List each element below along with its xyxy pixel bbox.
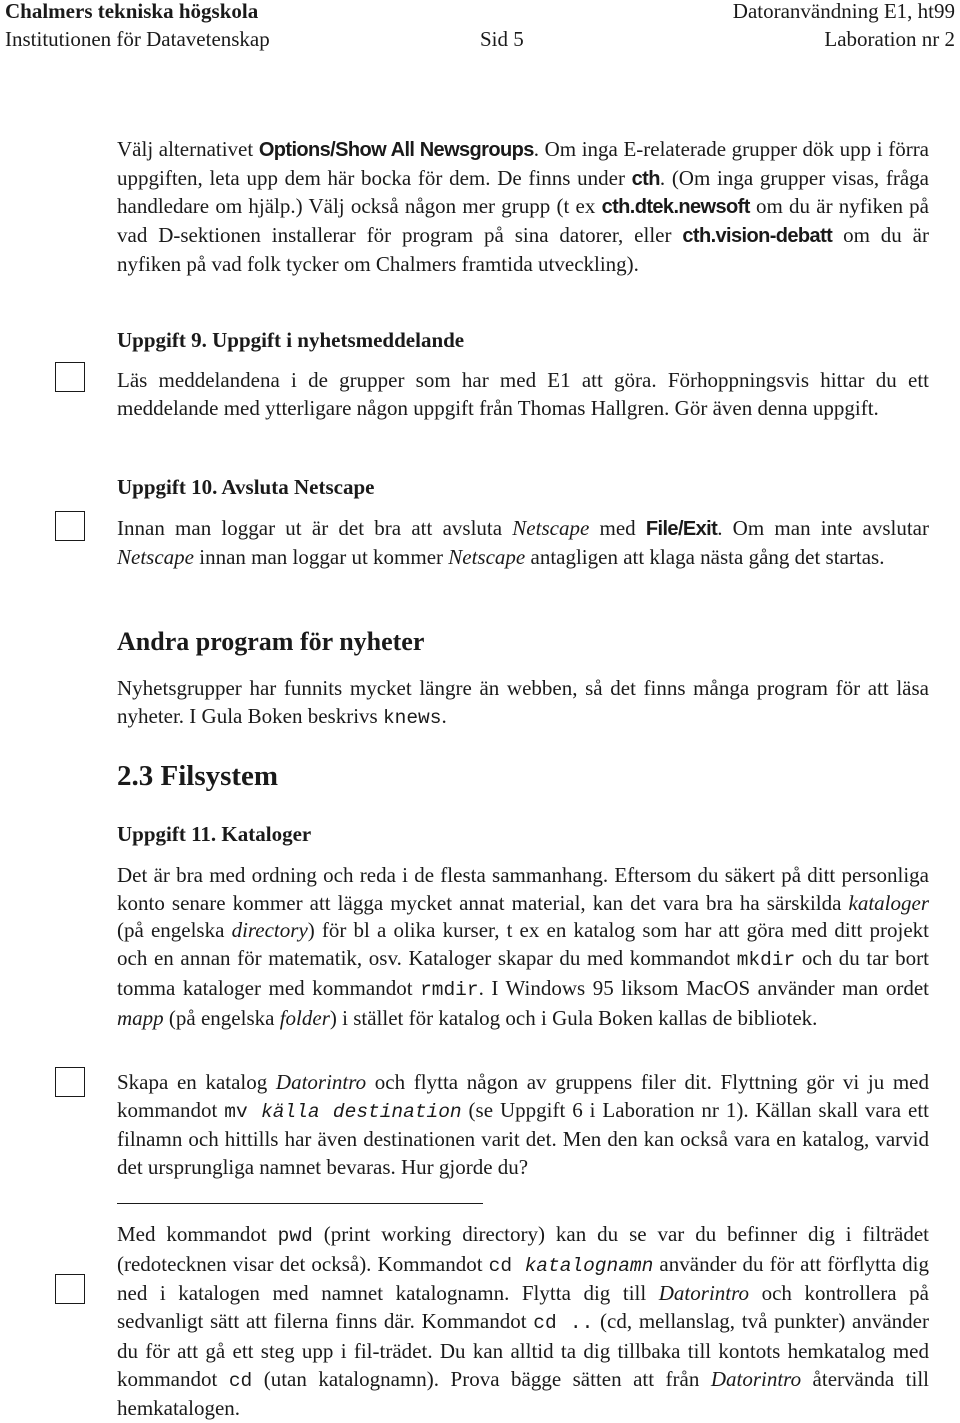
- cmd-knews: knews: [382, 706, 442, 729]
- task11-checkbox-1[interactable]: [55, 1067, 85, 1097]
- task9-text: Läs meddelandena i de grupper som har med E1 att göra. Förhoppningsvis hittar du ett meddelande med ytterligare någon uppgift från Thomas Hallgren. Gör även denna uppgift.: [117, 368, 929, 420]
- newsgroup-newsoft: cth.dtek.newsoft: [601, 196, 750, 219]
- task9-checkbox[interactable]: [55, 362, 85, 392]
- task9-heading: Uppgift 9. Uppgift i nyhetsmeddelande: [117, 328, 465, 352]
- task10-heading: Uppgift 10. Avsluta Netscape: [117, 475, 375, 499]
- task10-checkbox[interactable]: [55, 511, 85, 541]
- cmd-cd-up: cd ..: [533, 1312, 594, 1335]
- task10-text: Innan man loggar ut är det bra att avsluta Netscape med File/Exit. Om man inte avslutar Netscape innan man loggar ut kommer Netscape antagligen att klaga nästa gång det startas.: [117, 516, 929, 569]
- cmd-rmdir: rmdir: [420, 978, 479, 1001]
- header-lab: Laboration nr 2: [824, 27, 955, 51]
- cmd-cd: cd: [488, 1254, 525, 1277]
- menu-option-file-exit: File/Exit: [645, 518, 718, 540]
- cmd-cd-arg: katalognamn: [524, 1254, 654, 1277]
- intro-paragraph: Välj alternativet Options/Show All Newsgroups. Om inga E-relaterade grupper dök upp i förra uppgiften, leta upp dem här bocka för dem. De finns under cth. (Om inga grupper visas, fråga handledare om hjälp.) Välj också någon mer grupp (t ex cth.dtek.newsoft om du är nyfiken på vad D-sektionen installerar för program på sina datorer, eller cth.vision-debatt om du är nyfiken på vad folk tycker om Chalmers framtida utveckling).: [117, 137, 930, 276]
- cmd-mkdir: mkdir: [736, 949, 796, 972]
- pwd-text: Med kommandot pwd (print working directory) kan du se var du befinner dig i filträdet (redoteckne​n visar det också). Kommandot cd katalognamn använder du för att förflytta dig ned i katalogen med namnet katalognamn. Flytta dig till Datorintro och kontrollera på sedvanligt sätt att filerna finns där. Kommandot cd .. (cd, mellanslag, två punkter) använder du för att gå ett steg upp i fil-trädet. Du kan alltid ta dig tillbaka till kontots hemkatalog med kommandot cd (utan katalognamn). Prova bägge sätten att från Datorintro återvända till hemkatalogen.: [117, 1222, 929, 1421]
- task11-text: Det är bra med ordning och reda i de flesta sammanhang. Eftersom du säkert på ditt personliga konto senare kommer att lägga mycket annat material, kan det vara bra ha särskilda kataloger (på engelska directory) för bl a olika kurser, t ex en katalog som har att göra med ditt projekt och en annan för matematik, osv. Kataloger skapar du med kommandot mkdir och du tar bort tomma kataloger med kommandot rmdir. I Windows 95 liksom MacOS använder man ordet mapp (på engelska folder) i stället för katalog och i Gula Boken kallas de bibliotek.: [117, 863, 930, 1030]
- newsgroup-vision-debatt: cth.vision-debatt: [682, 225, 833, 248]
- answer-line: [117, 1203, 483, 1204]
- task11-checkbox-2[interactable]: [55, 1274, 85, 1304]
- header-page-number: Sid 5: [480, 27, 524, 51]
- cmd-cd-home: cd: [228, 1369, 253, 1392]
- section-heading: 2.3 Filsystem: [117, 760, 279, 792]
- skapa-text: Skapa en katalog Datorintro och flytta någon av gruppens filer dit. Flyttning gör vi ju med kommandot mv källa destination (se Uppgift 6 i Laboration nr 1). Källan skall vara ett filnamn och hittills har även destinationen varit det. Men den kan också vara en katalog, varvid det ursprungliga namnet bevaras. Hur gjorde du?: [117, 1070, 930, 1180]
- header-course: Datoranvändning E1, ht99: [732, 0, 955, 23]
- andra-text: Nyhetsgrupper har funnits mycket längre än webben, så det finns många program för att läsa nyheter. I Gula Boken beskrivs knews.: [117, 676, 929, 729]
- cmd-mv-args: källa destination: [261, 1100, 462, 1123]
- cmd-pwd: pwd: [277, 1225, 313, 1247]
- menu-option-show-all: Options/Show All Newsgroups: [258, 139, 534, 161]
- header-department: Institutionen för Datavetenskap: [5, 27, 270, 51]
- header-university: Chalmers tekniska högskola: [5, 0, 259, 23]
- andra-heading: Andra program för nyheter: [117, 627, 425, 656]
- header-institution: [5, 0, 258, 23]
- task11-heading: Uppgift 11. Kataloger: [117, 822, 312, 846]
- cmd-mv: mv: [224, 1100, 262, 1123]
- newsgroup-cth: cth: [631, 167, 660, 190]
